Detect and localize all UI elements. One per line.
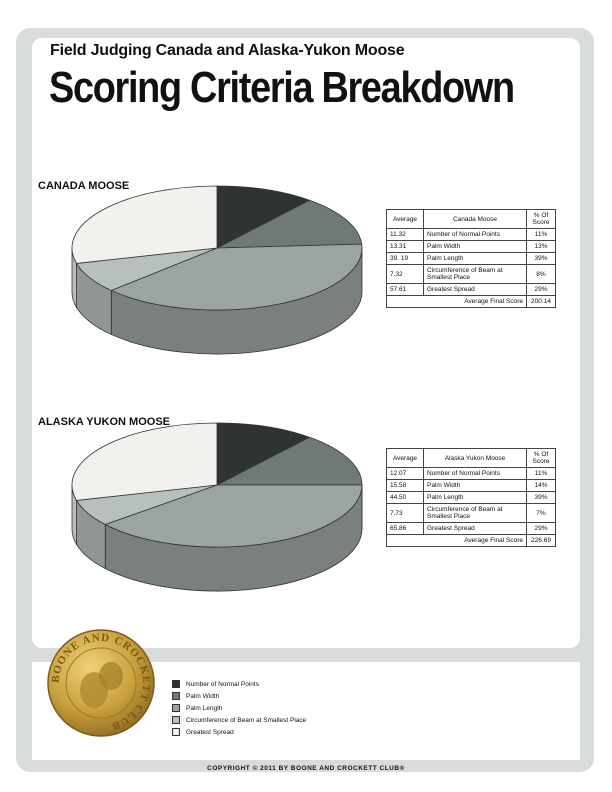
legend-item [172,714,306,726]
final-score-value: 226.69 [527,535,556,547]
col-name: Canada Moose [424,210,527,229]
cell-name: Number of Normal Points [424,468,527,480]
boone-crockett-seal-icon [46,628,156,738]
legend-swatch [172,716,180,724]
cell-average: 15.58 [387,480,424,492]
alaska-pie-chart [62,417,372,592]
copyright-footer: COPYRIGHT © 2011 BY BOONE AND CROCKETT CLUB® [207,765,405,772]
legend-item [172,702,306,714]
cell-average: 7.32 [387,265,424,284]
cell-average: 65.86 [387,523,424,535]
cell-name: Palm Length [424,253,527,265]
legend-item [172,678,306,690]
legend-label: Number of Normal Points [186,680,259,688]
cell-average: 39. 19 [387,253,424,265]
legend-swatch [172,680,180,688]
cell-pct: 8% [527,265,556,284]
col-pct: % Of Score [527,210,556,229]
table-row [387,504,556,523]
final-score-value: 200.14 [527,296,556,308]
legend-label: Circumference of Beam at Smallest Place [186,716,307,724]
table-footer-row [387,535,556,547]
legend-swatch [172,704,180,712]
cell-name: Number of Normal Points [424,229,527,241]
final-score-label: Average Final Score [387,296,527,308]
cell-average: 13.31 [387,241,424,253]
legend-swatch [172,728,180,736]
cell-pct: 39% [527,253,556,265]
table-row [387,480,556,492]
cell-name: Palm Width [424,480,527,492]
table-row [387,229,556,241]
cell-pct: 13% [527,241,556,253]
cell-average: 44.50 [387,492,424,504]
table-row [387,523,556,535]
legend-swatch [172,692,180,700]
cell-average: 11.32 [387,229,424,241]
cell-name: Circumference of Beam at Smallest Place [424,265,527,284]
cell-pct: 29% [527,284,556,296]
table-footer-row [387,296,556,308]
cell-pct: 29% [527,523,556,535]
table-row [387,492,556,504]
cell-name: Palm Length [424,492,527,504]
col-average: Average [387,449,424,468]
alaska-heading: ALASKA YUKON MOOSE [38,416,171,428]
col-pct: % Of Score [527,449,556,468]
alaska-table [386,448,556,547]
canada-pie-chart [62,180,372,355]
cell-average: 7.73 [387,504,424,523]
cell-average: 12.07 [387,468,424,480]
cell-pct: 39% [527,492,556,504]
cell-pct: 7% [527,504,556,523]
seal-ring-text: BOONE AND CROCKETT CLUB [49,631,153,733]
cell-name: Palm Width [424,241,527,253]
legend [172,678,306,738]
cell-pct: 11% [527,468,556,480]
cell-name: Circumference of Beam at Smallest Place [424,504,527,523]
table-header-row [387,210,556,229]
cell-name: Greatest Spread [424,523,527,535]
legend-item [172,690,306,702]
legend-item [172,726,306,738]
legend-label: Palm Width [186,692,220,700]
cell-average: 57.61 [387,284,424,296]
col-average: Average [387,210,424,229]
final-score-label: Average Final Score [387,535,527,547]
legend-label: Palm Length [186,704,223,712]
cell-pct: 11% [527,229,556,241]
table-row [387,284,556,296]
legend-label: Greatest Spread [186,728,234,736]
page-title: Scoring Criteria Breakdown [49,63,514,112]
cell-pct: 14% [527,480,556,492]
col-name: Alaska Yukon Moose [424,449,527,468]
table-row [387,241,556,253]
page-subtitle: Field Judging Canada and Alaska-Yukon Moose [50,42,405,59]
table-row [387,253,556,265]
cell-name: Greatest Spread [424,284,527,296]
table-row [387,468,556,480]
table-row [387,265,556,284]
canada-heading: CANADA MOOSE [38,180,130,192]
table-header-row [387,449,556,468]
canada-table [386,209,556,308]
